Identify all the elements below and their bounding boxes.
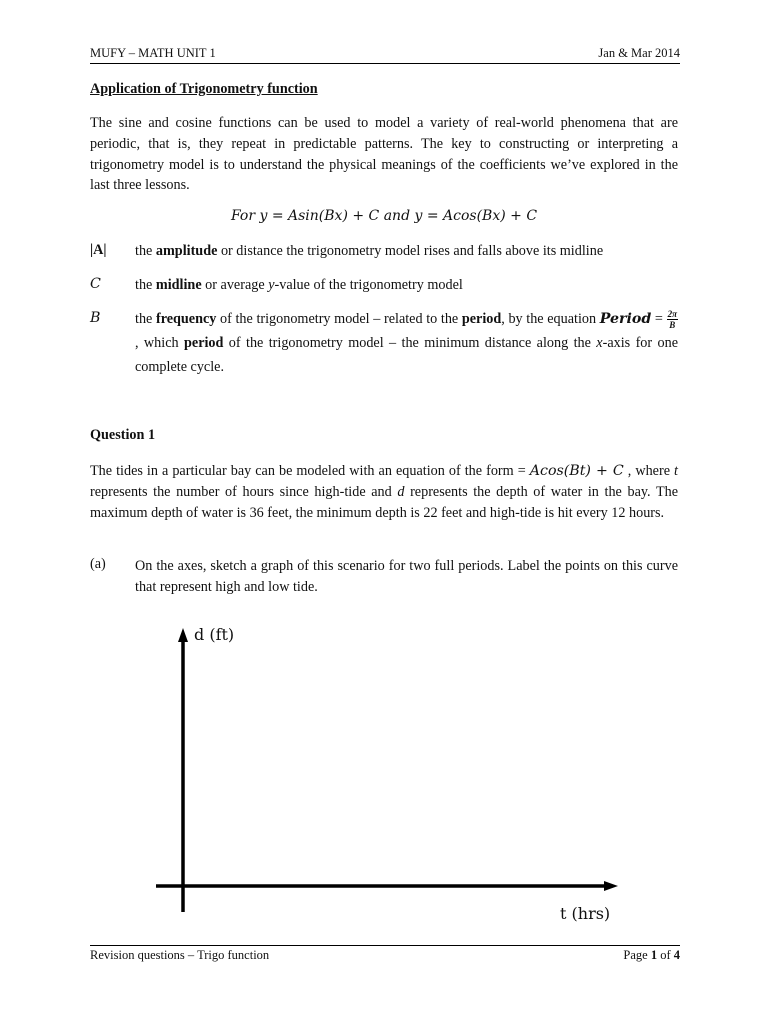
footer-title: Revision questions – Trigo function — [90, 948, 270, 962]
header-course: MUFY – MATH UNIT 1 — [90, 46, 216, 60]
x-axis-arrowhead — [604, 881, 618, 891]
header-date: Jan & Mar 2014 — [598, 46, 680, 60]
definition-frequency: the frequency of the trigonometry model – related to the period, by the equation Period = $\frac{2\pi}{B}$ , which period of the trigonometry model – the minimum distance along the x-axis for one complete cycle. — [135, 309, 678, 375]
y-axis-arrowhead — [178, 628, 188, 642]
part-a-label: (a) — [90, 556, 106, 572]
question-label: Question 1 — [90, 427, 156, 443]
question-text: The tides in a particular bay can be modeled with an equation of the form = Acos(Bt) + C , where t represents the number of hours since high-tide and d represents the depth of water in the bay. The maximum depth of water is 36 feet, the minimum depth is 22 feet and high-tide is hit every 12 hours. — [90, 463, 679, 521]
term-midline: C — [90, 276, 101, 292]
period-word: Period — [599, 311, 652, 327]
intro-paragraph: The sine and cosine functions can be used to model a variety of real-world phenomena that are periodic, that is, they repeat in predictable patterns. The key to constructing or interpreting a trigonometry model is to understand the physical meanings of the coefficients we’ve explored in the last three lessons. — [90, 115, 678, 194]
formula-line: For y = Asin(Bx) + C and y = Acos(Bx) + C — [230, 208, 538, 224]
y-axis-label: d (ft) — [194, 625, 235, 644]
section-title: Application of Trigonometry function — [90, 81, 318, 97]
definition-amplitude: the amplitude or distance the trigonometry model rises and falls above its midline — [135, 243, 604, 259]
term-frequency: B — [90, 310, 101, 326]
term-amplitude: |A| — [90, 242, 107, 258]
period-fraction: $\frac{2\pi}{B}$ — [667, 309, 677, 331]
x-axis-label: t (hrs) — [560, 904, 611, 923]
page-number: Page 1 of 4 — [623, 948, 680, 962]
definition-midline: the midline or average y-value of the trigonometry model — [135, 277, 463, 293]
part-a-text: On the axes, sketch a graph of this scenario for two full periods. Label the points on this curve that represent high and low tide. — [135, 558, 678, 595]
page-footer — [90, 945, 680, 963]
